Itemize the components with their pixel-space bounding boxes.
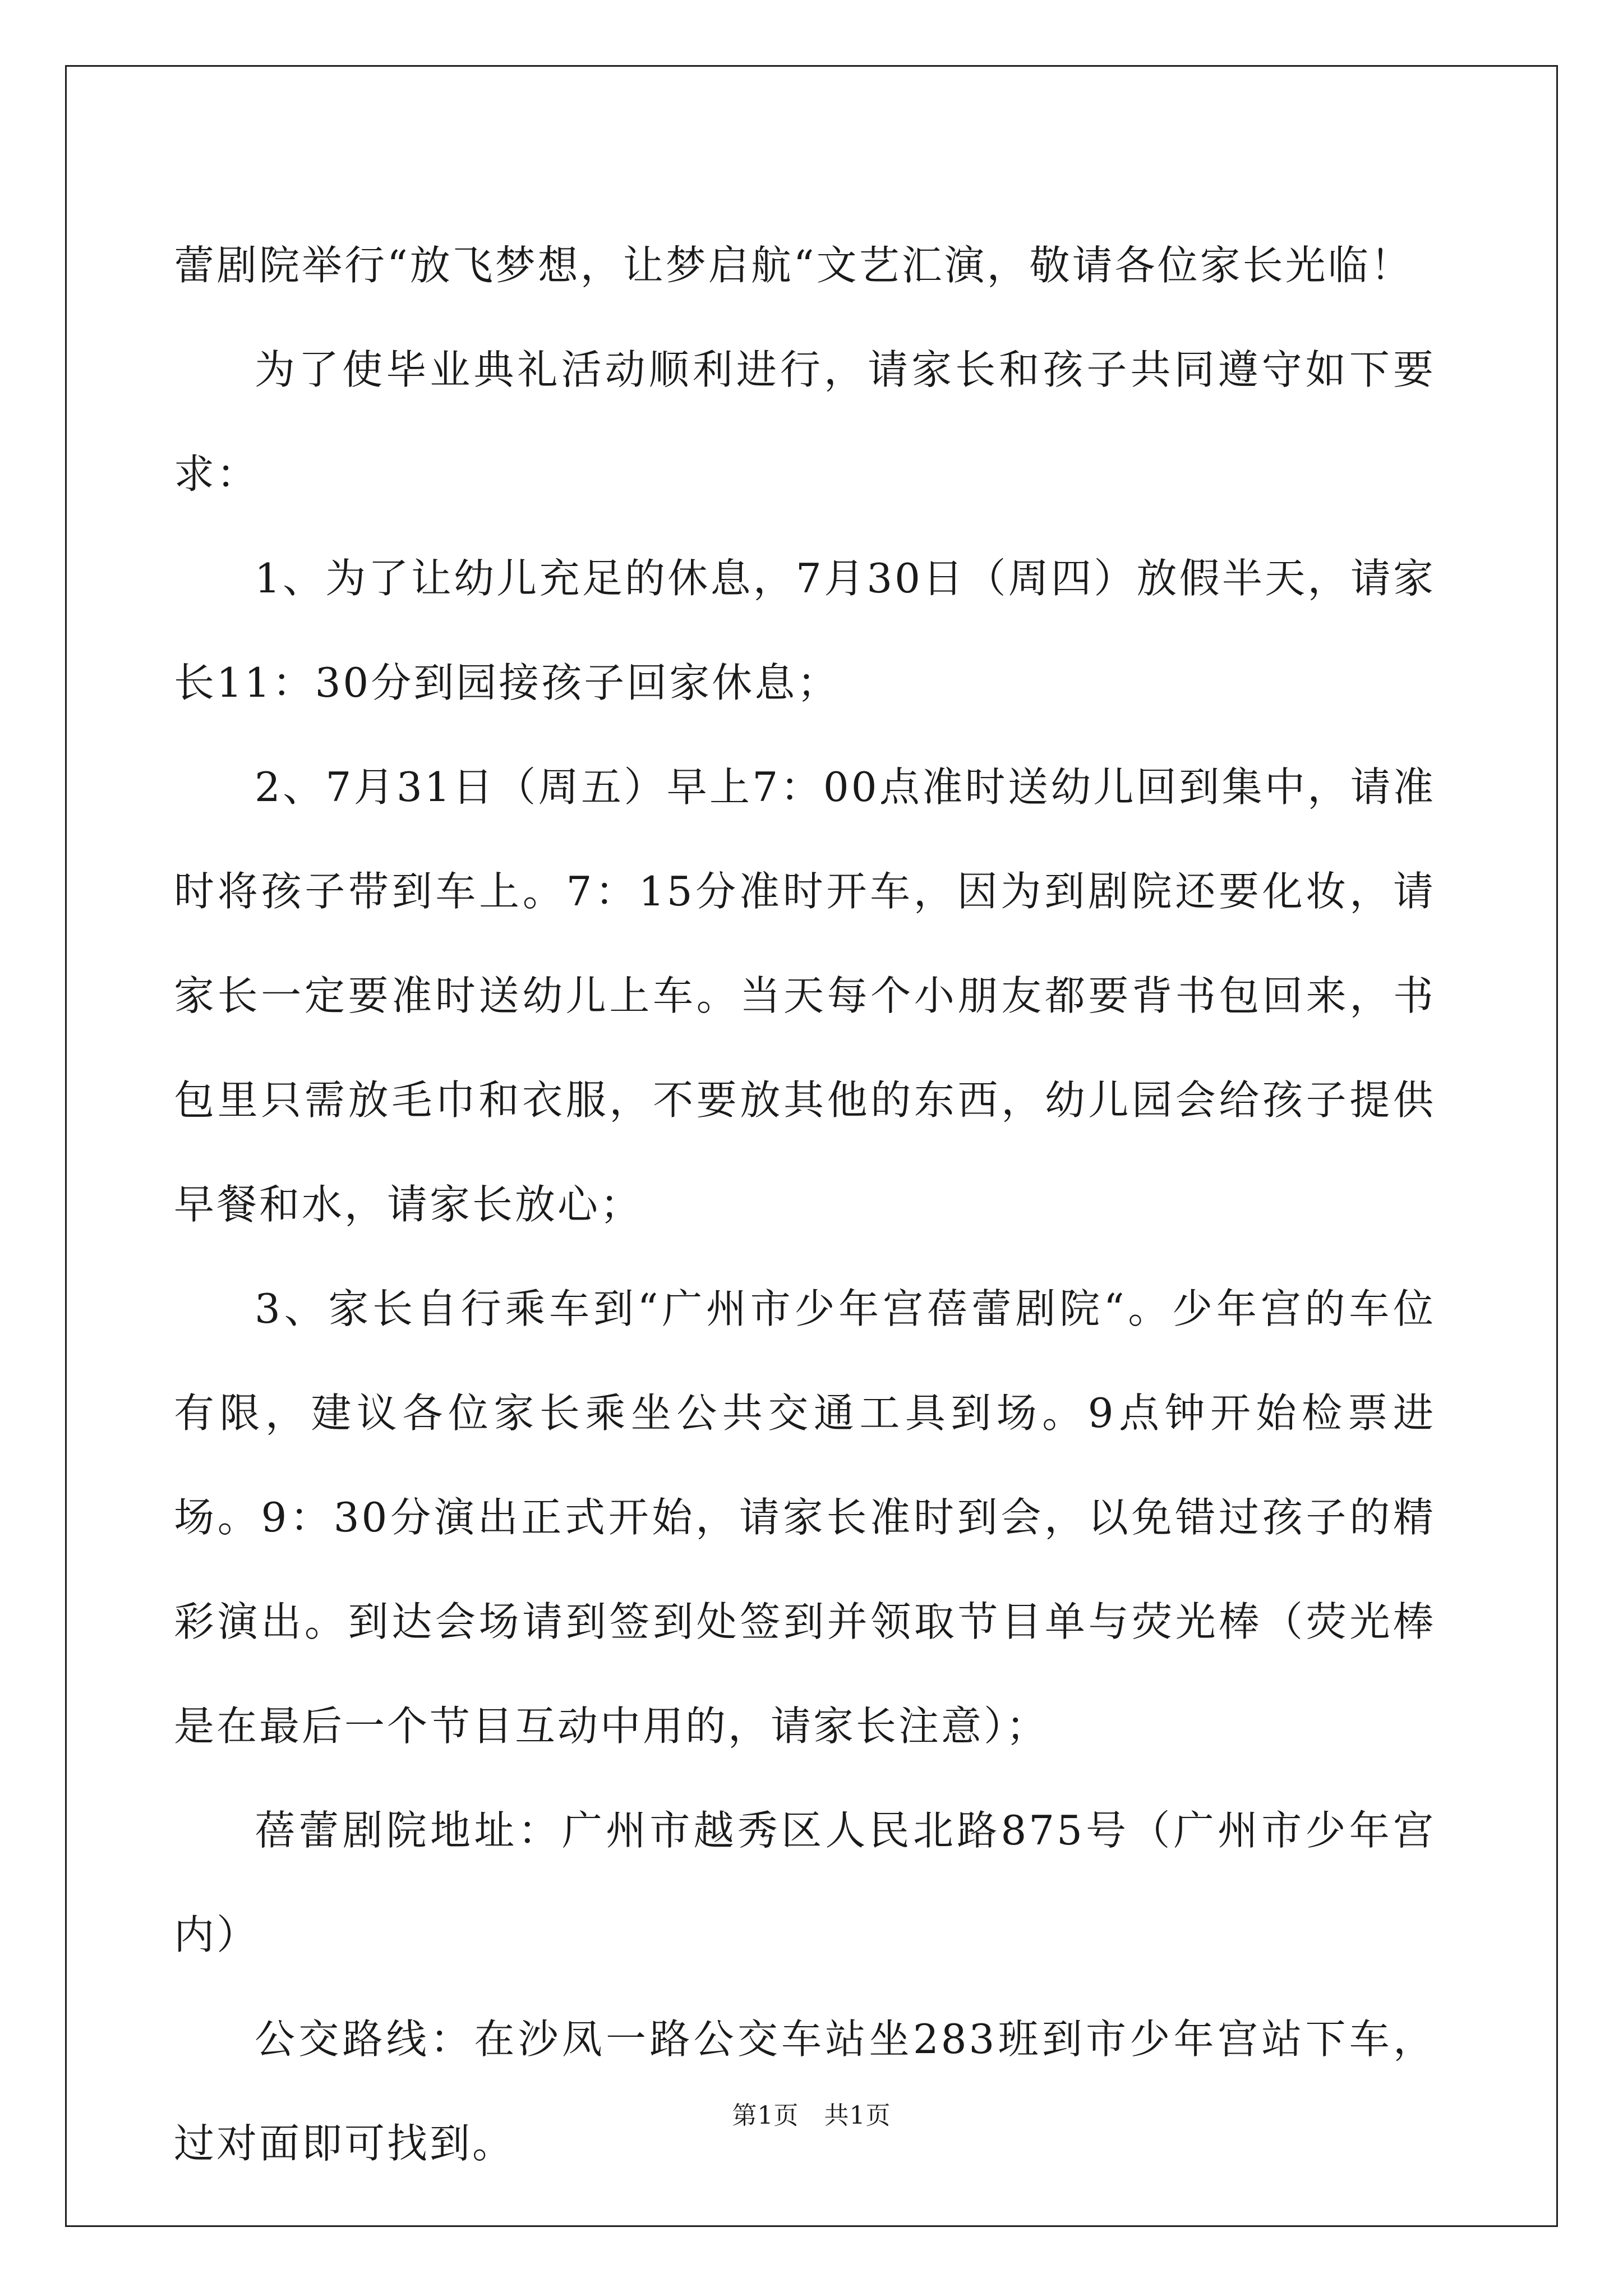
page-number: 第1页	[732, 2101, 799, 2130]
paragraph-4: 2、7月31日（周五）早上7：00点准时送幼儿回到集中，请准时将孩子带到车上。7：15分准时开车，因为到剧院还要化妆，请家长一定要准时送幼儿上车。当天每个小朋友都要背书包回来，书包里只需放毛巾和衣服，不要放其他的东西，幼儿园会给孩子提供早餐和水，请家长放心；	[174, 763, 1436, 1228]
paragraph-5: 3、家长自行乘车到“广州市少年宫蓓蕾剧院“。少年宫的车位有限，建议各位家长乘坐公共交通工具到场。9点钟开始检票进场。9：30分演出正式开始，请家长准时到会，以免错过孩子的精彩演出。到达会场请到签到处签到并领取节目单与荧光棒（荧光棒是在最后一个节目互动中用的，请家长注意）；	[174, 1285, 1436, 1750]
paragraph-2: 为了使毕业典礼活动顺利进行，请家长和孩子共同遵守如下要求：	[174, 346, 1436, 498]
paragraph-3: 1、为了让幼儿充足的休息，7月30日（周四）放假半天，请家长11：30分到园接孩子回家休息；	[174, 555, 1436, 706]
paragraph-1: 蕾剧院举行“放飞梦想，让梦启航“文艺汇演，敬请各位家长光临！	[174, 242, 1413, 289]
paragraph-6: 蓓蕾剧院地址：广州市越秀区人民北路875号（广州市少年宫内）	[174, 1807, 1436, 1958]
page-total: 共1页	[824, 2101, 891, 2130]
paragraph-7: 公交路线：在沙凤一路公交车站坐283班到市少年宫站下车，过对面即可找到。	[174, 2016, 1436, 2167]
document-body	[174, 213, 1436, 2196]
page-footer	[0, 2095, 1623, 2131]
